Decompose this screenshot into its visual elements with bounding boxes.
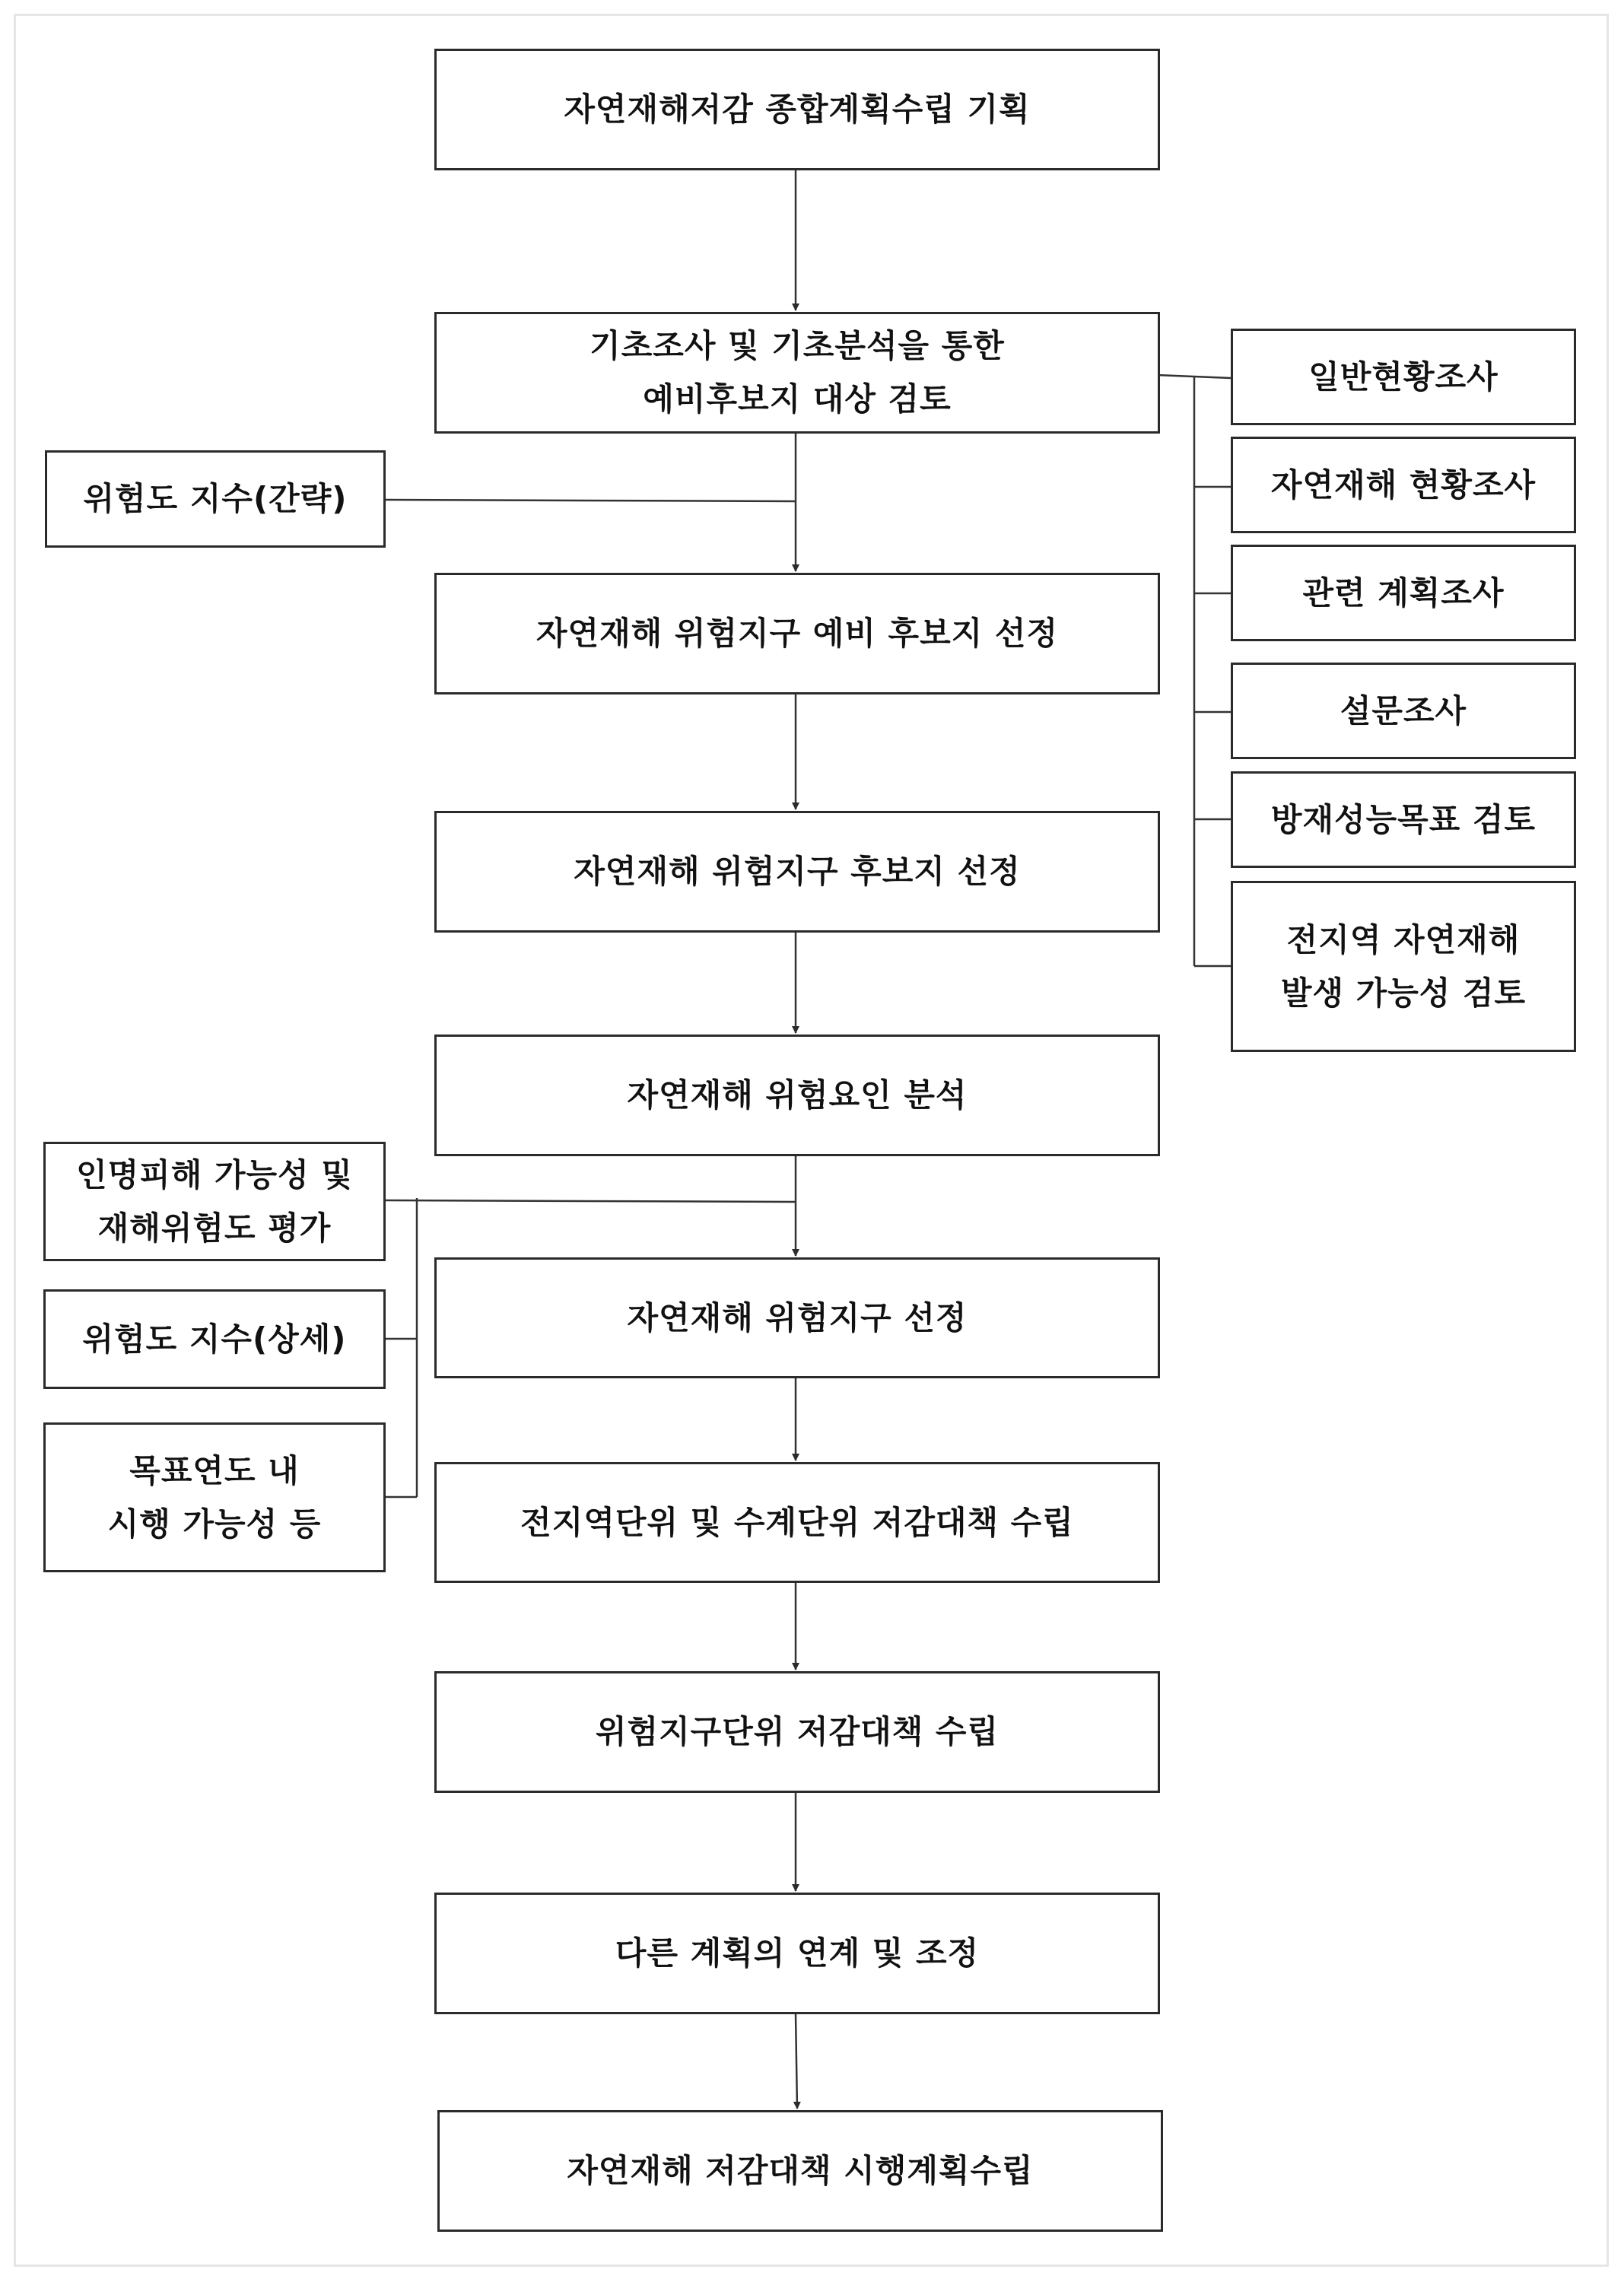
step-basic-survey: [434, 312, 1160, 434]
input-target-year-feasibility: [43, 1422, 386, 1572]
step-risk-factor-analysis-label: 자연재해 위험요인 분석: [627, 1076, 968, 1114]
input-risk-index-simple-label: 위험도 지수(간략): [83, 480, 348, 517]
input-casualty-assessment-line2: 재해위험도 평가: [97, 1209, 332, 1247]
arrow-9-10: [796, 2014, 797, 2109]
input-target-year-feasibility-line1: 목표연도 내: [129, 1451, 300, 1489]
input-disaster-status-survey: [1231, 437, 1576, 533]
step-plan-kickoff: [434, 49, 1160, 170]
input-general-status-survey: [1231, 329, 1576, 425]
left-bracket-top: [384, 1200, 796, 1202]
input-risk-index-simple: [45, 450, 386, 548]
step-preliminary-candidate-label: 자연재해 위험지구 예비 후보지 선정: [536, 615, 1059, 652]
step-candidate-selection: [434, 811, 1160, 933]
step-risk-factor-analysis: [434, 1035, 1160, 1156]
input-performance-target-review: [1231, 771, 1576, 868]
step-basic-survey-line2: 예비후보지 대상 검토: [643, 380, 952, 418]
step-district-measures: [434, 1671, 1160, 1793]
input-performance-target-review-label: 방재성능목표 검토: [1270, 800, 1537, 838]
input-related-plan-survey: [1231, 545, 1576, 641]
step-plan-kickoff-label: 자연재해저감 종합계획수립 기획: [564, 91, 1031, 128]
step-implementation-plan-label: 자연재해 저감대책 시행계획수립: [567, 2152, 1034, 2189]
input-disaster-status-survey-label: 자연재해 현황조사: [1270, 466, 1537, 504]
input-risk-index-detail: [43, 1289, 386, 1389]
step-implementation-plan: [437, 2110, 1163, 2232]
input-occurrence-possibility-line2: 발생 가능성 검토: [1280, 974, 1527, 1012]
input-occurrence-possibility-line1: 전지역 자연재해: [1286, 920, 1521, 958]
step-basic-survey-line1: 기초조사 및 기초분석을 통한: [590, 327, 1005, 364]
step-risk-district-selection: [434, 1257, 1160, 1378]
step-candidate-selection-label: 자연재해 위험지구 후보지 선정: [574, 853, 1021, 890]
input-general-status-survey-label: 일반현황조사: [1308, 358, 1498, 396]
step-plan-coordination-label: 다른 계획의 연계 및 조정: [615, 1934, 980, 1972]
input-occurrence-possibility-review: [1231, 881, 1576, 1052]
step-district-measures-label: 위험지구단위 저감대책 수립: [595, 1713, 1000, 1750]
step-risk-district-selection-label: 자연재해 위험지구 선정: [627, 1298, 968, 1336]
step-region-watershed-measures-label: 전지역단위 및 수계단위 저감대책 수립: [520, 1503, 1074, 1541]
input-questionnaire: [1231, 663, 1576, 759]
input-risk-index-detail-label: 위험도 지수(상세): [82, 1320, 347, 1358]
step-preliminary-candidate: [434, 573, 1160, 694]
input-questionnaire-label: 설문조사: [1340, 691, 1467, 729]
risk-index-simple-connector: [384, 500, 796, 501]
input-casualty-assessment: [43, 1142, 386, 1261]
input-casualty-assessment-line1: 인명피해 가능성 및: [76, 1155, 353, 1193]
step-plan-coordination: [434, 1893, 1160, 2014]
input-target-year-feasibility-line2: 시행 가능성 등: [107, 1505, 322, 1543]
input-related-plan-survey-label: 관련 계획조사: [1302, 574, 1505, 612]
step-region-watershed-measures: [434, 1462, 1160, 1583]
